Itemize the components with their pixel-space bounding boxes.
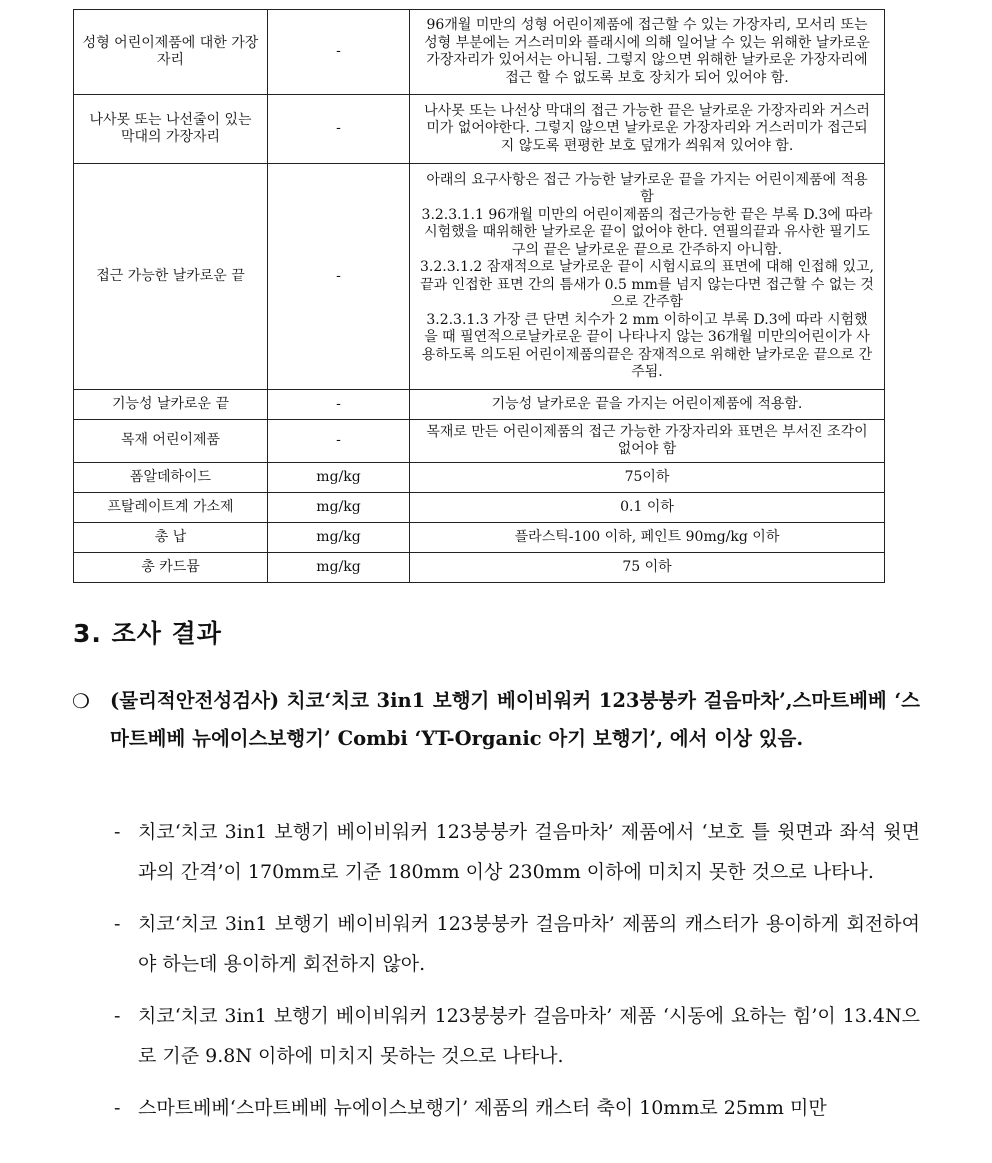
list-item bbox=[110, 812, 920, 892]
requirement-cell: 목재로 만든 어린이제품의 접근 가능한 가장자리와 표면은 부서진 조각이 없어야 함 bbox=[410, 420, 885, 463]
unit-cell: - bbox=[268, 390, 410, 420]
item-cell: 목재 어린이제품 bbox=[74, 420, 268, 463]
table-row bbox=[74, 493, 885, 523]
unit-cell: mg/kg bbox=[268, 553, 410, 583]
unit-cell: - bbox=[268, 420, 410, 463]
dash-marker: - bbox=[114, 1097, 121, 1119]
unit-cell: mg/kg bbox=[268, 463, 410, 493]
item-cell: 기능성 날카로운 끝 bbox=[74, 390, 268, 420]
table-row bbox=[74, 164, 885, 390]
finding-text: 치코‘치코 3in1 보행기 베이비워커 123붕붕카 걸음마차’ 제품의 캐스터가 용이하게 회전하여야 하는데 용이하게 회전하지 않아. bbox=[138, 913, 920, 975]
unit-cell: mg/kg bbox=[268, 523, 410, 553]
table-row bbox=[74, 420, 885, 463]
requirement-cell: 96개월 미만의 성형 어린이제품에 접근할 수 있는 가장자리, 모서리 또는 성형 부분에는 거스러미와 플래시에 의해 일어날 수 있는 위해한 날카로운 가장자리가 있어서는 아니됨. 그렇지 않으면 위해한 날카로운 가장자리에 접근 할 수 없도록 보호 장치가 되어 있어야 함. bbox=[410, 10, 885, 95]
item-cell: 폼알데하이드 bbox=[74, 463, 268, 493]
requirement-line: 3.2.3.1.1 96개월 미만의 어린이제품의 접근가능한 끝은 부록 D.3에 따라 시험했을 때위해한 날카로운 끝이 없어야 한다. 연필의끝과 유사한 필기도구의 끝은 날카로운 끝으로 간주하지 아니함. bbox=[421, 206, 873, 258]
list-item bbox=[110, 1088, 920, 1128]
finding-text: 치코‘치코 3in1 보행기 베이비워커 123붕붕카 걸음마차’ 제품에서 ‘보호 틀 윗면과 좌석 윗면과의 간격’이 170mm로 기준 180mm 이상 230mm 이하에 미치지 못한 것으로 나타나. bbox=[138, 821, 920, 883]
table-row bbox=[74, 553, 885, 583]
item-cell: 성형 어린이제품에 대한 가장자리 bbox=[74, 10, 268, 95]
table-row bbox=[74, 390, 885, 420]
item-cell: 프탈레이트계 가소제 bbox=[74, 493, 268, 523]
list-item bbox=[110, 996, 920, 1076]
finding-text: 스마트베베‘스마트베베 뉴에이스보행기’ 제품의 캐스터 축이 10mm로 25mm 미만 bbox=[138, 1097, 827, 1119]
item-cell: 접근 가능한 날카로운 끝 bbox=[74, 164, 268, 390]
table-row bbox=[74, 95, 885, 164]
requirement-cell: 75이하 bbox=[410, 463, 885, 493]
item-cell: 나사못 또는 나선줄이 있는 막대의 가장자리 bbox=[74, 95, 268, 164]
requirement-cell: 나사못 또는 나선상 막대의 접근 가능한 끝은 날카로운 가장자리와 거스러미가 없어야한다. 그렇지 않으면 날카로운 가장자리와 거스러미가 접근되지 않도록 편평한 보호 덮개가 씌워져 있어야 함. bbox=[410, 95, 885, 164]
unit-cell: - bbox=[268, 95, 410, 164]
requirement-cell: 기능성 날카로운 끝을 가지는 어린이제품에 적용함. bbox=[410, 390, 885, 420]
findings-list bbox=[110, 812, 920, 1140]
unit-cell: - bbox=[268, 164, 410, 390]
requirement-line: 3.2.3.1.3 가장 큰 단면 치수가 2 mm 이하이고 부록 D.3에 따라 시험했을 때 필연적으로날카로운 끝이 나타나지 않는 36개월 미만의어린이가 사용하도록 의도된 어린이제품의끝은 잠재적으로 위해한 날카로운 끝으로 간주됨. bbox=[421, 311, 873, 380]
requirement-cell: 75 이하 bbox=[410, 553, 885, 583]
summary-bullet bbox=[72, 682, 920, 758]
requirement-cell bbox=[410, 164, 885, 390]
unit-cell: mg/kg bbox=[268, 493, 410, 523]
table-row bbox=[74, 10, 885, 95]
item-cell: 총 카드뮴 bbox=[74, 553, 268, 583]
requirement-line: 아래의 요구사항은 접근 가능한 날카로운 끝을 가지는 어린이제품에 적용함 bbox=[426, 171, 868, 205]
summary-text: (물리적안전성검사) 치코‘치코 3in1 보행기 베이비워커 123붕붕카 걸음마차’,스마트베베 ‘스마트베베 뉴에이스보행기’ Combi ‘YT-Organic 아기 보행기’, 에서 이상 있음. bbox=[110, 689, 920, 750]
dash-marker: - bbox=[114, 913, 121, 935]
table-row bbox=[74, 523, 885, 553]
table-row bbox=[74, 463, 885, 493]
requirement-line: 3.2.3.1.2 잠재적으로 날카로운 끝이 시험시료의 표면에 대해 인접해 있고, 끝과 인접한 표면 간의 틈새가 0.5 mm를 넘지 않는다면 접근할 수 없는 것으로 간주함 bbox=[420, 259, 875, 310]
bullet-circle-icon: ❍ bbox=[72, 689, 90, 713]
requirement-cell: 0.1 이하 bbox=[410, 493, 885, 523]
unit-cell: - bbox=[268, 10, 410, 95]
dash-marker: - bbox=[114, 821, 121, 843]
list-item bbox=[110, 904, 920, 984]
item-cell: 총 납 bbox=[74, 523, 268, 553]
dash-marker: - bbox=[114, 1005, 121, 1027]
standards-table bbox=[73, 9, 885, 583]
finding-text: 치코‘치코 3in1 보행기 베이비워커 123붕붕카 걸음마차’ 제품 ‘시동에 요하는 힘’이 13.4N으로 기준 9.8N 이하에 미치지 못하는 것으로 나타나. bbox=[138, 1005, 920, 1067]
section-heading: 3. 조사 결과 bbox=[73, 619, 222, 648]
requirement-cell: 플라스틱-100 이하, 페인트 90mg/kg 이하 bbox=[410, 523, 885, 553]
